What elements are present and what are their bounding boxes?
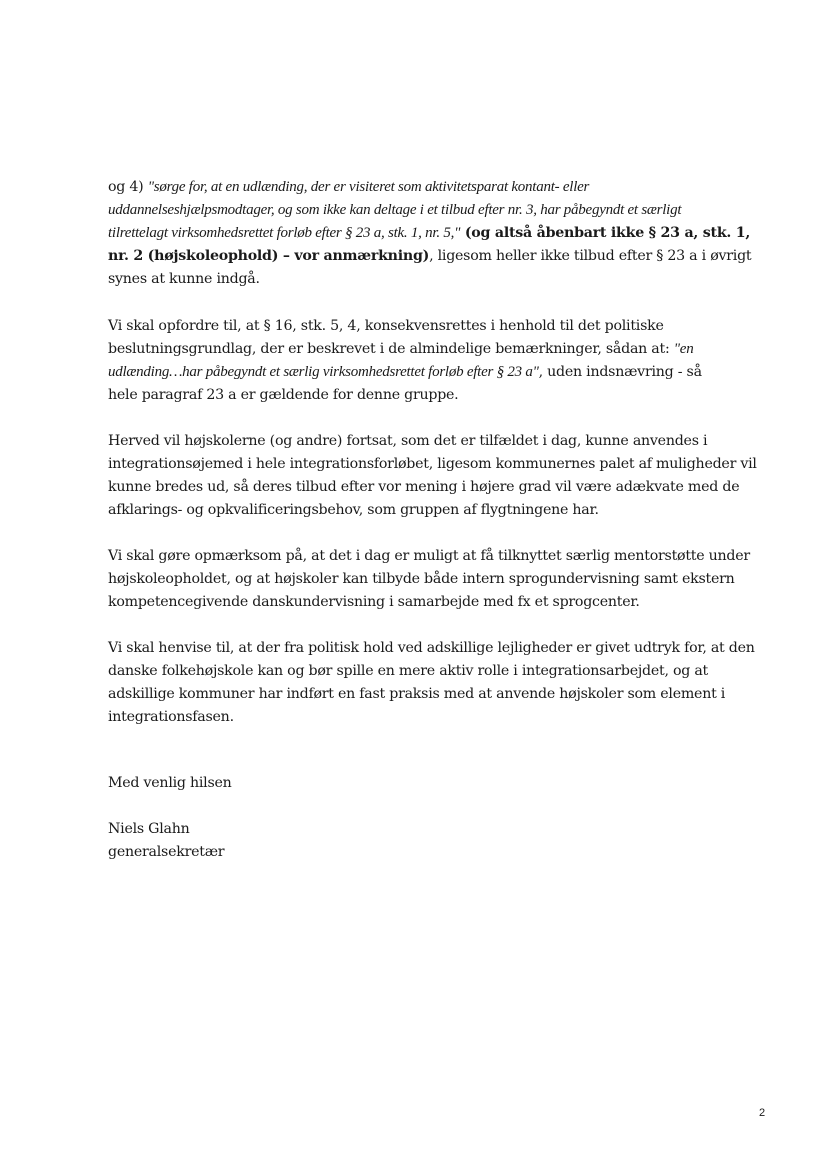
text-line [108,591,748,614]
text-line [108,476,748,499]
text-line [108,660,748,683]
quoted-text: uddannelseshjælpsmodtager, og som ikke kan deltage i et tilbud efter nr. 3, har påbegyndt et særligt [108,202,682,219]
text-run: Vi skal opfordre til, at § 16, stk. 5, 4, konsekvensrettes i henhold til det politiske [108,318,664,334]
text-run: højskoleopholdet, og at højskoler kan tilbyde både intern sprogundervisning samt ekstern [108,571,735,588]
text-line [108,222,751,245]
text-line [108,706,748,729]
bold-remark: (og altså åbenbart ikke § 23 a, stk. 1, [460,225,751,242]
text-run: Vi skal gøre opmærksom på, at det i dag er muligt at få tilknyttet særlig mentorstøtte under [108,548,750,564]
text-line [108,568,748,591]
paragraph-request [108,315,748,407]
text-line [108,384,748,407]
text-line [108,772,748,795]
text-run: , uden indsnævring - så [538,364,702,381]
text-run: , ligesom heller ikke tilbud efter § 23 a i øvrigt [429,248,752,265]
text-line [108,818,748,841]
text-line [108,683,748,706]
quoted-text: udlænding…har påbegyndt et særlig virksomhedsrettet forløb efter § 23 a" [108,364,539,381]
text-run: og 4) [108,179,148,195]
text-line [108,637,755,660]
text-line [108,841,748,864]
text-run: Herved vil højskolerne (og andre) fortsat, som det er tilfældet i dag, kunne anvendes i [108,433,708,449]
closing-greeting [108,772,748,795]
text-run: beslutningsgrundlag, der er beskrevet i de almindelige bemærkninger, sådan at: [108,341,674,358]
text-run: adskillige kommuner har indført en fast praksis med at anvende højskoler som element i [108,686,726,703]
page-number: 2 [759,1107,766,1119]
text-run: synes at kunne indgå. [108,271,260,288]
quoted-text: "sørge for, at en udlænding, der er visiteret som aktivitetsparat kontant- eller [147,179,590,195]
text-line [108,268,748,291]
paragraph-political-reference [108,637,755,729]
text-run: kompetencegivende danskundervisning i samarbejde med fx et sprogcenter. [108,594,640,611]
paragraph-mentor-support [108,545,748,614]
text-run: Vi skal henvise til, at der fra politisk hold ved adskillige lejligheder er givet udtryk for, at den [108,640,755,656]
text-line [108,430,748,453]
text-line [108,361,748,384]
text-line [108,338,748,361]
text-run: hele paragraf 23 a er gældende for denne gruppe. [108,387,459,404]
quoted-text: "en [673,341,694,358]
text-line [108,176,748,199]
text-run: afklarings- og opkvalificeringsbehov, som gruppen af flygtningene har. [108,502,599,519]
paragraph-clause-4 [108,176,752,291]
signature-block [108,818,748,864]
bold-remark: nr. 2 (højskoleophold) – vor anmærkning) [108,248,430,265]
text-run: Niels Glahn [108,821,190,837]
text-line [108,245,752,268]
text-line [108,499,748,522]
text-line [108,453,757,476]
text-line [108,545,748,568]
text-line [108,199,748,222]
quoted-text: tilrettelagt virksomhedsrettet forløb efter § 23 a, stk. 1, nr. 5," [108,225,461,242]
paragraph-folk-high-schools [108,430,757,522]
text-run: integrationsfasen. [108,709,234,726]
text-run: danske folkehøjskole kan og bør spille en mere aktiv rolle i integrationsarbejdet, og at [108,663,709,680]
text-run: Med venlig hilsen [108,775,232,791]
text-line [108,315,748,338]
text-run: integrationsøjemed i hele integrationsforløbet, ligesom kommunernes palet af muligheder vil [108,456,757,473]
text-run: generalsekretær [108,844,225,861]
text-run: kunne bredes ud, så deres tilbud efter vor mening i højere grad vil være adækvate med de [108,479,740,496]
